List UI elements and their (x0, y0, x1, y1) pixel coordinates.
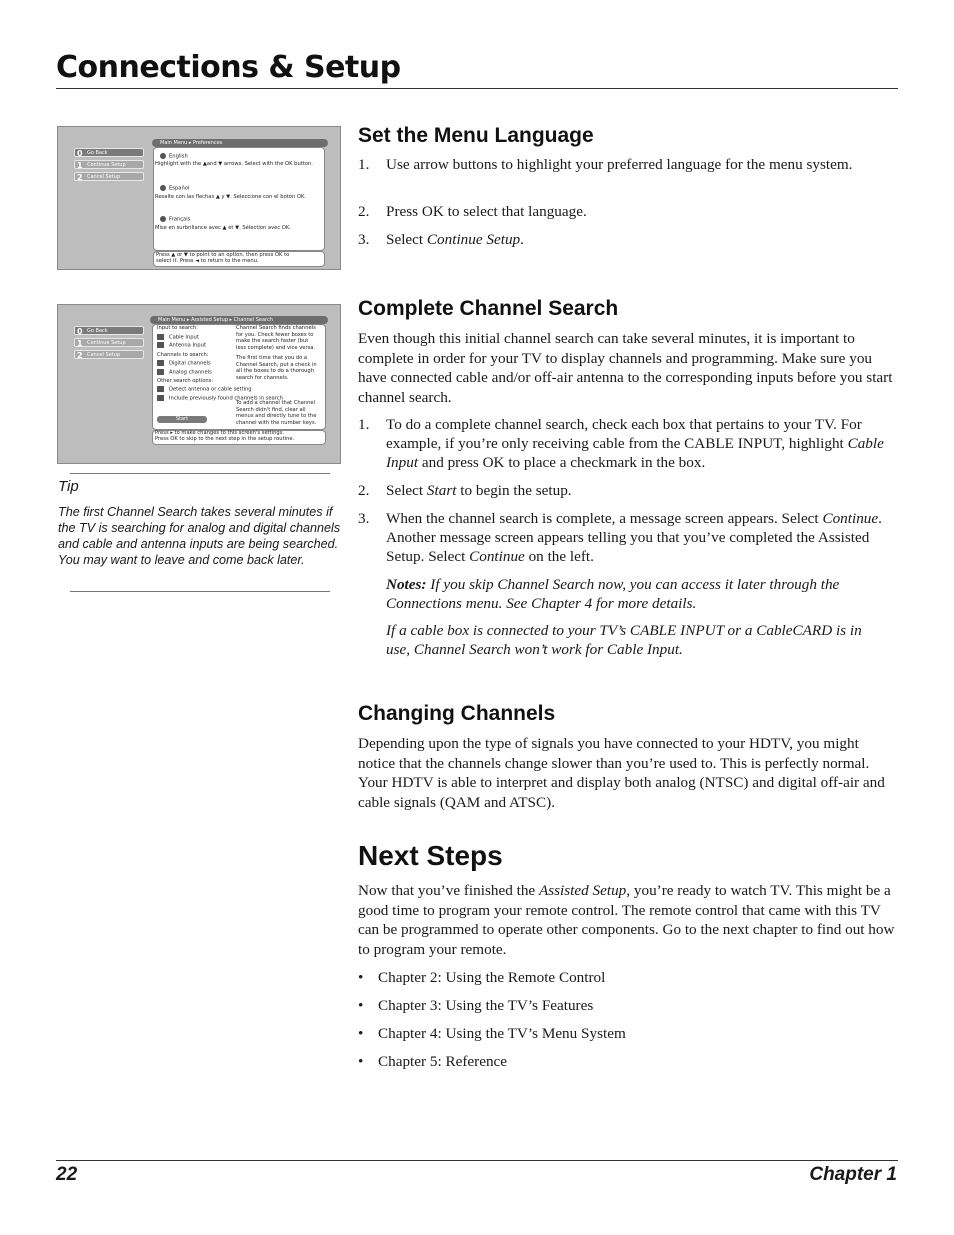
cancel-setup-button: 2 Cancel Setup (74, 172, 144, 181)
list-item: • Chapter 4: Using the TV’s Menu System (358, 1025, 626, 1042)
status-line-1: Press ▸ to make changes to this screen's settings. (155, 430, 285, 436)
menu-language-step-3: 3. Select Continue Setup. (358, 231, 524, 248)
channel-search-step-1: 1. To do a complete channel search, check each box that pertains to your TV. For example, if you’re only receiving cable from the CABLE INPUT, highlight Cable Input and press OK to place a checkmark in the box. (358, 416, 884, 471)
checkbox-icon (157, 395, 164, 401)
english-help: Highlight with the ▲and ▼ arrows. Select with the OK button. (155, 161, 313, 167)
next-steps-text: Now that you’ve finished the Assisted Setup, you’re ready to watch TV. This might be a good time to program your remote control. The remote control that came with this TV can be programmed to operate other components. Go to the next chapter to find out how to program your remote. (358, 882, 895, 958)
cancel-setup-button: 2 Cancel Setup (74, 350, 144, 359)
header-rule (56, 88, 898, 89)
changing-channels-heading: Changing Channels (358, 702, 556, 725)
changing-channels-text: Depending upon the type of signals you have connected to your HDTV, you might notice that the channels change slower than you’re used to. This is perfectly normal. Your HDTV is able to interpret and display both analog (NTSC) and digital off-air and cable signals (QAM and ATSC). (358, 735, 885, 811)
footer-rule (56, 1160, 898, 1161)
antenna-input-option: Antenna Input (157, 342, 206, 349)
tip-heading: Tip (58, 478, 79, 495)
tip-bottom-rule (70, 591, 330, 592)
channel-search-intro: Even though this initial channel search can take several minutes, it is important to complete in order for your TV to display channels and programming. Make sure you have connected cable and/or off-air antenna to the corresponding inputs before you start channel search. (358, 330, 893, 406)
breadcrumb: Main Menu ▸ Preferences (152, 139, 328, 147)
espanol-help: Resalte con las flechas ▲ y ▼. Seleccione con el botón OK. (155, 194, 307, 200)
checkbox-icon (157, 369, 164, 375)
go-back-button: 0 Go Back (74, 148, 144, 157)
checkbox-icon (157, 334, 164, 340)
radio-icon (160, 153, 166, 159)
option-english: English (160, 153, 188, 160)
channel-search-step-2: 2. Select Start to begin the setup. (358, 482, 572, 499)
input-to-search-label: Input to search: (157, 325, 198, 331)
channels-to-search-label: Channels to search: (157, 352, 209, 358)
status-line-2: Press OK to skip to the next step in the setup routine. (155, 436, 295, 442)
checkbox-icon (157, 360, 164, 366)
continue-setup-button: 1 Continue Setup (74, 338, 144, 347)
list-item: • Chapter 5: Reference (358, 1053, 508, 1070)
tip-top-rule (70, 473, 330, 474)
digital-channels-option: Digital channels (157, 360, 211, 367)
next-steps-heading: Next Steps (358, 840, 503, 871)
detect-option: Detect antenna or cable setting (157, 386, 252, 393)
menu-language-step-1: 1. Use arrow buttons to highlight your preferred language for the menu system. (358, 156, 853, 173)
start-button: Start (157, 416, 207, 423)
help-text-2: The first time that you do a Channel Search, put a check in all the boxes to do a thorough search for channels. (236, 355, 317, 381)
radio-icon (160, 216, 166, 222)
help-text-1: Channel Search finds channels for you. Check fewer boxes to make the search faster (but less complete) and vice versa. (236, 325, 316, 351)
channel-search-note-1: Notes: If you skip Channel Search now, you can access it later through the Connections menu. See Chapter 4 for more details. (386, 576, 840, 612)
menu-language-step-2: 2. Press OK to select that language. (358, 203, 587, 220)
analog-channels-option: Analog channels (157, 369, 212, 376)
tip-text: The first Channel Search takes several minutes if the TV is searching for analog and digital channels and cable and antenna inputs are being searched. You may want to leave and come back later. (58, 505, 341, 567)
francais-help: Mise en surbrillance avec ▲ et ▼. Sélection avec OK. (155, 225, 291, 231)
status-line-1: Press ▲ or ▼ to point to an option, then press OK to (156, 252, 290, 258)
page-number: 22 (56, 1164, 78, 1185)
status-line-2: select it. Press ◄ to return to the menu. (156, 258, 259, 264)
list-item: • Chapter 3: Using the TV’s Features (358, 997, 594, 1014)
include-previous-option: Include previously found channels in search (157, 395, 283, 402)
menu-language-heading: Set the Menu Language (358, 124, 594, 147)
continue-setup-button: 1 Continue Setup (74, 160, 144, 169)
channel-search-heading: Complete Channel Search (358, 297, 619, 320)
radio-icon (160, 185, 166, 191)
list-item: • Chapter 2: Using the Remote Control (358, 969, 606, 986)
checkbox-icon (157, 342, 164, 348)
cable-input-option: Cable Input (157, 334, 199, 341)
checkbox-icon (157, 386, 164, 392)
help-text-3: To add a channel that Channel Search didn't find, clear all menus and directly tune to the channel with the number keys. (236, 400, 317, 426)
channel-search-step-3: 3. When the channel search is complete, a message screen appears. Select Continue. Another message screen appears telling you that you’ve completed the Assisted Setup. Select Continue on the left. (358, 510, 882, 565)
channel-search-screen-image (57, 304, 341, 464)
chapter-label: Chapter 1 (809, 1164, 897, 1185)
preferences-screen-image (57, 126, 341, 270)
option-espanol: Español (160, 185, 189, 192)
go-back-button: 0 Go Back (74, 326, 144, 335)
option-francais: Français (160, 216, 190, 223)
breadcrumb: Main Menu ▸ Assisted Setup ▸ Channel Search (150, 316, 328, 324)
other-options-label: Other search options: (157, 378, 214, 384)
channel-search-note-2: If a cable box is connected to your TV’s CABLE INPUT or a CableCARD is in use, Channel Search won’t work for Cable Input. (386, 622, 862, 658)
page-header-title: Connections & Setup (56, 50, 401, 85)
